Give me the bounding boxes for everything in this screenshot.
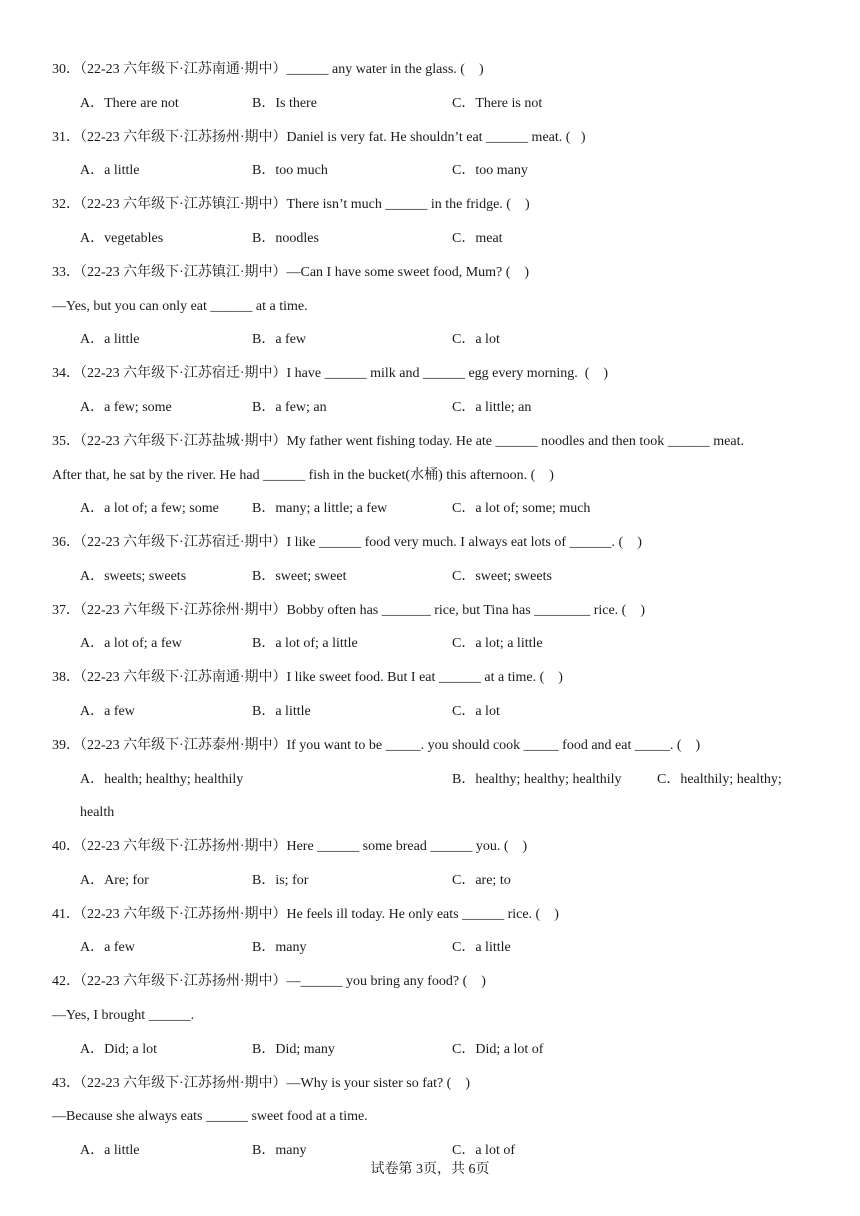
option-a[interactable]: A．a little	[80, 332, 140, 347]
question-34-options	[80, 397, 820, 419]
question-31-options	[80, 160, 820, 182]
option-b[interactable]: B．a lot of; a little	[252, 636, 358, 651]
option-a[interactable]: A．health; healthy; healthily	[80, 772, 244, 787]
option-c[interactable]: C．are; to	[452, 873, 511, 888]
question-43-stem: 43．（22-23 六年级下·江苏扬州·期中）—Why is your sister so fat? ( )	[52, 1076, 471, 1091]
option-a[interactable]: A．There are not	[80, 96, 179, 111]
question-30-stem: 30．（22-23 六年级下·江苏南通·期中）______ any water in the glass. ( )	[52, 62, 484, 77]
option-c[interactable]: C．sweet; sweets	[452, 569, 552, 584]
option-a[interactable]: A．a little	[80, 163, 140, 178]
question-40-options	[80, 870, 820, 892]
question-31-stem: 31．（22-23 六年级下·江苏扬州·期中）Daniel is very fat. He shouldn’t eat ______ meat. ( )	[52, 130, 586, 145]
question-37-options	[80, 633, 820, 655]
question-41-stem: 41．（22-23 六年级下·江苏扬州·期中）He feels ill today. He only eats ______ rice. ( )	[52, 907, 559, 922]
option-a[interactable]: A．a few; some	[80, 400, 172, 415]
question-42-options	[80, 1039, 820, 1061]
option-c[interactable]: C．a lot	[452, 704, 500, 719]
option-b[interactable]: B．a few; an	[252, 400, 327, 415]
option-a[interactable]: A．a lot of; a few	[80, 636, 182, 651]
question-40-stem: 40．（22-23 六年级下·江苏扬州·期中）Here ______ some bread ______ you. ( )	[52, 839, 528, 854]
question-34-stem: 34．（22-23 六年级下·江苏宿迁·期中）I have ______ milk and ______ egg every morning. ( )	[52, 366, 609, 381]
option-b[interactable]: B．healthy; healthy; healthily	[452, 772, 622, 787]
option-b[interactable]: B．sweet; sweet	[252, 569, 347, 584]
option-b[interactable]: B．a little	[252, 704, 311, 719]
question-41-options	[80, 937, 820, 959]
option-c[interactable]: C．a little; an	[452, 400, 532, 415]
option-b[interactable]: B．noodles	[252, 231, 319, 246]
option-a[interactable]: A．vegetables	[80, 231, 164, 246]
question-36-options	[80, 566, 820, 588]
option-b[interactable]: B．many	[252, 940, 307, 955]
option-c[interactable]: C．a little	[452, 940, 511, 955]
option-a[interactable]: A．a few	[80, 940, 135, 955]
option-a[interactable]: A．Did; a lot	[80, 1042, 157, 1057]
option-c[interactable]: C．a lot	[452, 332, 500, 347]
option-b[interactable]: B．Did; many	[252, 1042, 335, 1057]
option-c[interactable]: C．too many	[452, 163, 528, 178]
question-42-stem: 42．（22-23 六年级下·江苏扬州·期中）—______ you bring any food? ( )	[52, 974, 486, 989]
question-32-stem: 32．（22-23 六年级下·江苏镇江·期中）There isn’t much ______ in the fridge. ( )	[52, 197, 530, 212]
option-a[interactable]: A．Are; for	[80, 873, 149, 888]
question-39-stem: 39．（22-23 六年级下·江苏泰州·期中）If you want to be _____. you should cook _____ food and eat _____. ( )	[52, 738, 701, 753]
question-39-option-c-overflow: health	[80, 805, 115, 820]
page-footer: 试卷第 3页，共 6页	[370, 1162, 490, 1177]
option-b[interactable]: B．many	[252, 1143, 307, 1158]
question-33-continuation: —Yes, but you can only eat ______ at a time.	[52, 299, 308, 314]
question-35-options	[80, 498, 820, 520]
option-b[interactable]: B．a few	[252, 332, 307, 347]
option-a[interactable]: A．sweets; sweets	[80, 569, 187, 584]
question-36-stem: 36．（22-23 六年级下·江苏宿迁·期中）I like ______ food very much. I always eat lots of ______. ( )	[52, 535, 642, 550]
question-39-options	[80, 769, 820, 791]
question-32-options	[80, 228, 820, 250]
option-c[interactable]: C．There is not	[452, 96, 543, 111]
question-33-options	[80, 329, 820, 351]
option-a[interactable]: A．a few	[80, 704, 135, 719]
option-a[interactable]: A．a little	[80, 1143, 140, 1158]
question-30-options	[80, 93, 820, 115]
question-38-stem: 38．（22-23 六年级下·江苏南通·期中）I like sweet food. But I eat ______ at a time. ( )	[52, 670, 563, 685]
question-38-options	[80, 701, 820, 723]
option-c[interactable]: C．healthily; healthy;	[657, 772, 782, 787]
question-35-stem: 35．（22-23 六年级下·江苏盐城·期中）My father went fishing today. He ate ______ noodles and then took ______ meat.	[52, 434, 744, 449]
question-33-stem: 33．（22-23 六年级下·江苏镇江·期中）—Can I have some sweet food, Mum? ( )	[52, 265, 530, 280]
option-b[interactable]: B．too much	[252, 163, 328, 178]
option-c[interactable]: C．a lot of	[452, 1143, 515, 1158]
question-35-continuation: After that, he sat by the river. He had ______ fish in the bucket(水桶) this afternoon. ( )	[52, 468, 554, 483]
option-b[interactable]: B．is; for	[252, 873, 309, 888]
question-42-continuation: —Yes, I brought ______.	[52, 1008, 195, 1023]
option-c[interactable]: C．a lot; a little	[452, 636, 543, 651]
option-b[interactable]: B．many; a little; a few	[252, 501, 388, 516]
option-c[interactable]: C．Did; a lot of	[452, 1042, 544, 1057]
question-43-continuation: —Because she always eats ______ sweet food at a time.	[52, 1109, 368, 1124]
option-c[interactable]: C．a lot of; some; much	[452, 501, 591, 516]
question-37-stem: 37．（22-23 六年级下·江苏徐州·期中）Bobby often has _______ rice, but Tina has ________ rice. ( )	[52, 603, 645, 618]
option-c[interactable]: C．meat	[452, 231, 503, 246]
option-b[interactable]: B．Is there	[252, 96, 317, 111]
option-a[interactable]: A．a lot of; a few; some	[80, 501, 219, 516]
